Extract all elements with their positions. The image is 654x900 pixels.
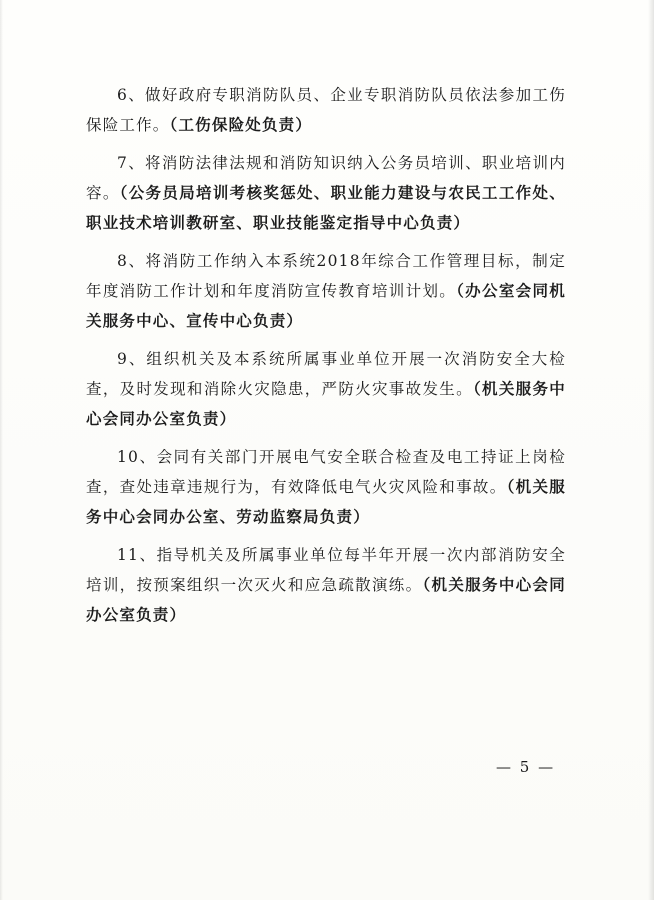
paragraph-text: 9、组织机关及本系统所属事业单位开展一次消防安全大检查，及时发现和消除火灾隐患，严防火灾事故发生。	[86, 350, 566, 398]
paragraph-text: 10、会同有关部门开展电气安全联合检查及电工持证上岗检查，查处违章违规行为，有效降低电气火灾风险和事故。	[86, 448, 566, 496]
page-number: — 5 —	[496, 758, 556, 776]
paragraph-item-9	[86, 344, 566, 434]
responsibility-note: （工伤保险处负责）	[169, 115, 313, 134]
responsibility-note: （办公室会同机关服务中心、宣传中心负责）	[86, 281, 566, 330]
paragraph-text: 6、做好政府专职消防队员、企业专职消防队员依法参加工伤保险工作。	[86, 86, 566, 134]
scan-edge-left	[0, 0, 3, 900]
responsibility-note: （公务员局培训考核奖惩处、职业能力建设与农民工工作处、职业技术培训教研室、职业技能鉴定指导中心负责）	[86, 183, 567, 232]
responsibility-note: （机关服务中心会同办公室负责）	[86, 379, 567, 428]
paragraph-text: 8、将消防工作纳入本系统2018年综合工作管理目标，制定年度消防工作计划和年度消防宣传教育培训计划。	[86, 252, 566, 300]
paragraph-text: 11、指导机关及所属事业单位每半年开展一次内部消防安全培训，按预案组织一次灭火和应急疏散演练。	[86, 546, 566, 594]
paragraph-item-11	[86, 540, 566, 630]
paragraph-item-10	[86, 442, 566, 532]
responsibility-note: （机关服务中心会同办公室、劳动监察局负责）	[86, 477, 566, 526]
responsibility-note: （机关服务中心会同办公室负责）	[86, 575, 566, 624]
paragraph-item-8	[86, 246, 566, 336]
paragraph-item-7	[86, 148, 566, 238]
paragraph-item-6	[86, 80, 566, 140]
scan-edge-right	[648, 0, 654, 900]
paragraph-text: 7、将消防法律法规和消防知识纳入公务员培训、职业培训内容。	[86, 154, 566, 202]
document-body	[86, 80, 566, 638]
